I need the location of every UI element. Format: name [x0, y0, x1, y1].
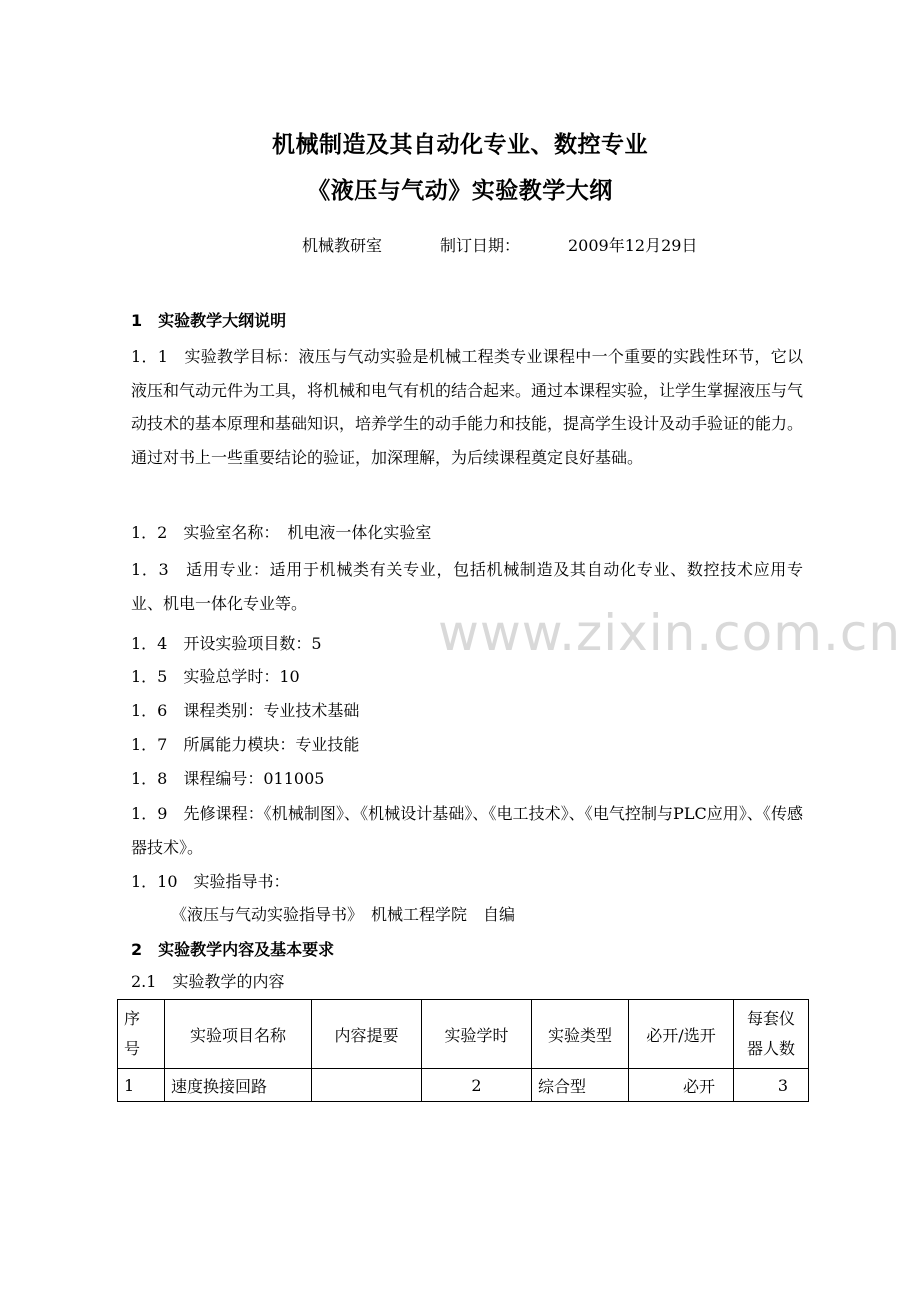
cell-type: 综合型 — [532, 1069, 629, 1102]
experiment-table — [117, 999, 809, 1102]
department: 机械教研室 — [302, 236, 383, 255]
cell-name: 速度换接回路 — [165, 1069, 312, 1102]
item-1-5: 1．5 实验总学时：10 — [131, 667, 300, 686]
header-seq-line2: 号 — [124, 1039, 141, 1058]
item-1-1: 1．1 实验教学目标：液压与气动实验是机械工程类专业课程中一个重要的实践性环节，它以液压和气动元件为工具，将机械和电气有机的结合起来。通过本课程实验，让学生掌握液压与气动技术的基本原理和基础知识，培养学生的动手能力和技能，提高学生设计及动手验证的能力。通过对书上一些重要结论的验证，加深理解，为后续课程奠定良好基础。 — [131, 347, 804, 467]
item-1-4: 1．4 开设实验项目数：5 — [131, 634, 322, 653]
document-title-line2: 《液压与气动》实验教学大纲 — [307, 178, 613, 204]
item-1-2: 1．2 实验室名称： 机电液一体化实验室 — [131, 523, 432, 542]
date-value: 2009年12月29日 — [568, 236, 698, 255]
item-1-3: 1．3 适用专业：适用于机械类有关专业，包括机械制造及其自动化专业、数控技术应用专业、机电一体化专业等。 — [131, 560, 803, 613]
cell-required: 必开 — [629, 1069, 734, 1102]
header-seq — [118, 1000, 165, 1069]
header-name: 实验项目名称 — [165, 1000, 312, 1069]
header-people-line1: 每套仪 — [746, 1009, 795, 1028]
header-people-line2: 器人数 — [746, 1039, 795, 1058]
cell-seq: 1 — [118, 1069, 165, 1102]
document-title-line1: 机械制造及其自动化专业、数控专业 — [272, 132, 648, 158]
table-row — [118, 1069, 809, 1102]
item-1-8: 1．8 课程编号：011005 — [131, 769, 325, 788]
section1-heading: 1 实验教学大纲说明 — [131, 311, 287, 330]
date-label: 制订日期： — [440, 236, 521, 255]
header-seq-line1: 序 — [124, 1009, 141, 1028]
item-1-9: 1．9 先修课程：《机械制图》、《机械设计基础》、《电工技术》、《电气控制与PLC应用》、《传感器技术》。 — [131, 804, 803, 857]
guide-book: 《液压与气动实验指导书》 机械工程学院 自编 — [171, 905, 516, 924]
cell-content — [312, 1069, 422, 1102]
item-1-7: 1．7 所属能力模块：专业技能 — [131, 735, 360, 754]
header-content: 内容提要 — [312, 1000, 422, 1069]
cell-people: 3 — [734, 1069, 809, 1102]
cell-hours: 2 — [422, 1069, 532, 1102]
section2-heading: 2 实验教学内容及基本要求 — [131, 940, 335, 959]
table-header-row — [118, 1000, 809, 1069]
header-required: 必开/选开 — [629, 1000, 734, 1069]
item-1-6: 1．6 课程类别：专业技术基础 — [131, 701, 360, 720]
item-2-1: 2.1 实验教学的内容 — [131, 972, 285, 991]
header-type: 实验类型 — [532, 1000, 629, 1069]
header-people — [734, 1000, 809, 1069]
watermark: www.zixin.com.cn — [438, 604, 902, 662]
header-hours: 实验学时 — [422, 1000, 532, 1069]
item-1-10: 1．10 实验指导书： — [131, 872, 290, 891]
